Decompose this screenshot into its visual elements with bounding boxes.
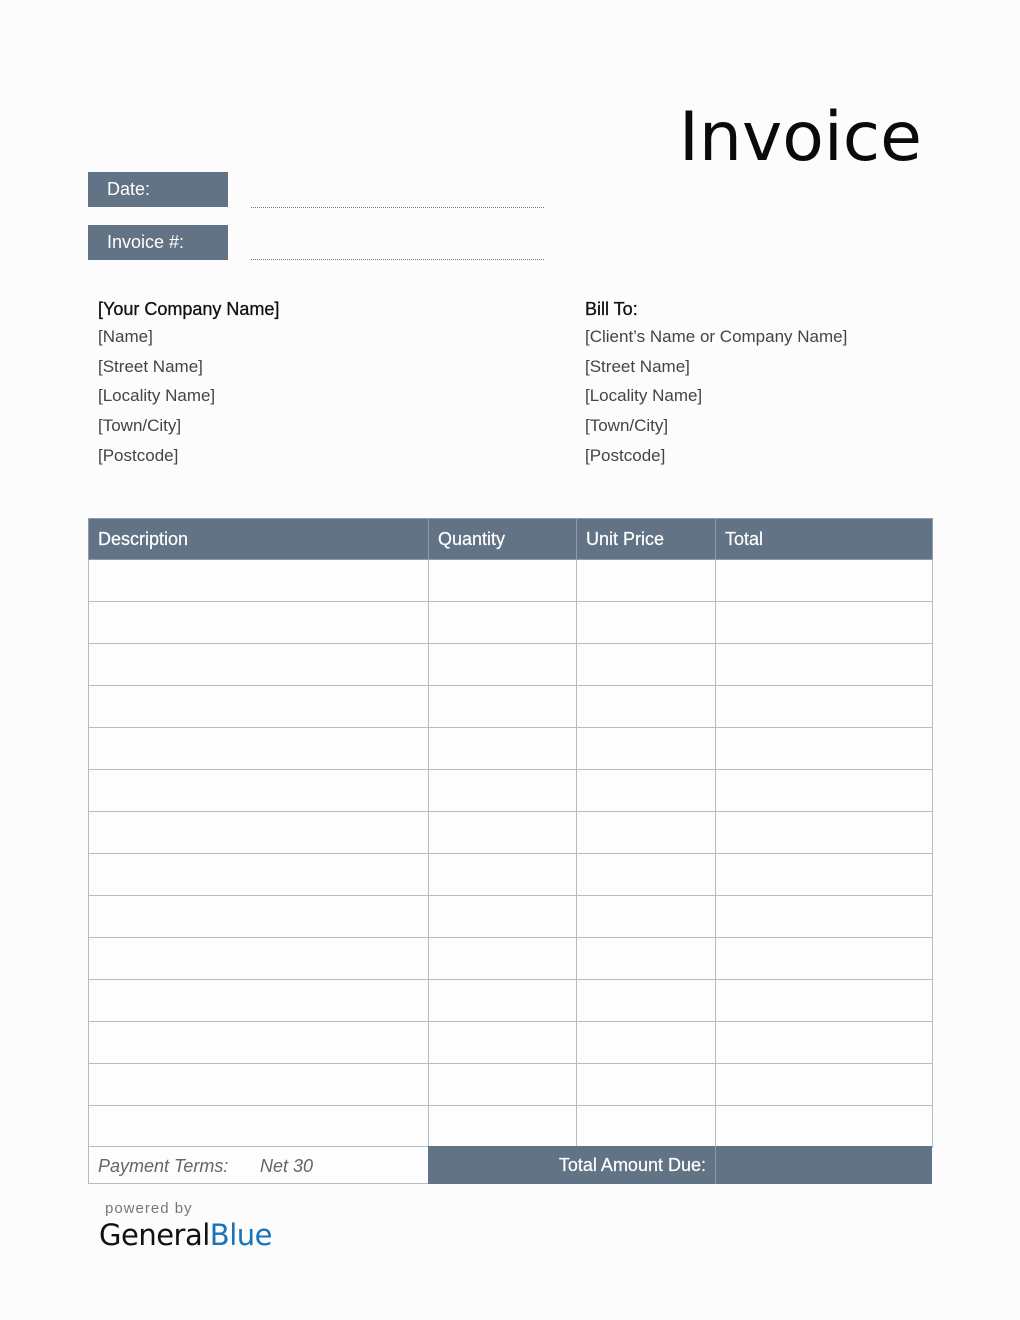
- column-header-unit-price: Unit Price: [577, 519, 716, 560]
- cell-total[interactable]: [716, 770, 933, 812]
- cell-quantity[interactable]: [429, 686, 577, 728]
- cell-description[interactable]: [89, 770, 429, 812]
- cell-quantity[interactable]: [429, 644, 577, 686]
- cell-quantity[interactable]: [429, 1064, 577, 1106]
- table-header-row: [89, 519, 933, 560]
- payment-terms-value[interactable]: Net 30: [250, 1146, 429, 1184]
- from-locality[interactable]: [Locality Name]: [98, 386, 216, 406]
- cell-quantity[interactable]: [429, 1106, 577, 1148]
- cell-unit-price[interactable]: [577, 938, 716, 980]
- cell-quantity[interactable]: [429, 854, 577, 896]
- client-postcode[interactable]: [Postcode]: [585, 445, 666, 465]
- cell-total[interactable]: [716, 728, 933, 770]
- cell-total[interactable]: [716, 854, 933, 896]
- table-row: [89, 770, 933, 812]
- bill-to-block: [585, 296, 847, 471]
- invoice-number-field[interactable]: [251, 259, 544, 260]
- company-name[interactable]: [Your Company Name]: [98, 299, 280, 319]
- table-row: [89, 1022, 933, 1064]
- cell-total[interactable]: [716, 1022, 933, 1064]
- cell-description[interactable]: [89, 938, 429, 980]
- table-row: [89, 854, 933, 896]
- column-header-description: Description: [89, 519, 429, 560]
- cell-unit-price[interactable]: [577, 728, 716, 770]
- cell-unit-price[interactable]: [577, 896, 716, 938]
- generalblue-logo[interactable]: [99, 1218, 272, 1252]
- cell-quantity[interactable]: [429, 812, 577, 854]
- table-row: [89, 644, 933, 686]
- cell-total[interactable]: [716, 980, 933, 1022]
- cell-quantity[interactable]: [429, 938, 577, 980]
- table-row: [89, 938, 933, 980]
- cell-quantity[interactable]: [429, 896, 577, 938]
- date-label: Date:: [88, 172, 228, 207]
- brand-blue: Blue: [209, 1218, 272, 1252]
- from-address-block: [98, 296, 279, 471]
- table-row: [89, 728, 933, 770]
- cell-description[interactable]: [89, 1064, 429, 1106]
- total-amount-due-label: Total Amount Due:: [428, 1146, 716, 1184]
- table-row: [89, 896, 933, 938]
- from-postcode[interactable]: [Postcode]: [98, 445, 179, 465]
- totals-row: [88, 1146, 932, 1184]
- cell-description[interactable]: [89, 686, 429, 728]
- table-row: [89, 1064, 933, 1106]
- client-town[interactable]: [Town/City]: [585, 416, 669, 436]
- invoice-title: Invoice: [678, 98, 922, 177]
- cell-quantity[interactable]: [429, 602, 577, 644]
- invoice-number-label: Invoice #:: [88, 225, 228, 260]
- cell-total[interactable]: [716, 1064, 933, 1106]
- line-items-table: [88, 518, 933, 1148]
- from-name[interactable]: [Name]: [98, 327, 153, 346]
- cell-description[interactable]: [89, 854, 429, 896]
- cell-description[interactable]: [89, 980, 429, 1022]
- cell-unit-price[interactable]: [577, 1064, 716, 1106]
- table-row: [89, 686, 933, 728]
- cell-description[interactable]: [89, 1022, 429, 1064]
- cell-unit-price[interactable]: [577, 1106, 716, 1148]
- cell-unit-price[interactable]: [577, 980, 716, 1022]
- cell-total[interactable]: [716, 896, 933, 938]
- line-items-body: [89, 560, 933, 1148]
- cell-quantity[interactable]: [429, 770, 577, 812]
- cell-description[interactable]: [89, 560, 429, 602]
- cell-total[interactable]: [716, 560, 933, 602]
- column-header-total: Total: [716, 519, 933, 560]
- client-locality[interactable]: [Locality Name]: [585, 386, 703, 406]
- cell-description[interactable]: [89, 728, 429, 770]
- cell-quantity[interactable]: [429, 728, 577, 770]
- cell-unit-price[interactable]: [577, 770, 716, 812]
- table-row: [89, 812, 933, 854]
- column-header-quantity: Quantity: [429, 519, 577, 560]
- from-street[interactable]: [Street Name]: [98, 356, 203, 376]
- cell-quantity[interactable]: [429, 560, 577, 602]
- table-row: [89, 602, 933, 644]
- powered-by-text: powered by: [105, 1200, 193, 1217]
- cell-unit-price[interactable]: [577, 854, 716, 896]
- date-field[interactable]: [251, 207, 544, 208]
- client-name[interactable]: [Client’s Name or Company Name]: [585, 327, 848, 346]
- cell-total[interactable]: [716, 686, 933, 728]
- cell-unit-price[interactable]: [577, 602, 716, 644]
- cell-total[interactable]: [716, 644, 933, 686]
- cell-description[interactable]: [89, 644, 429, 686]
- cell-unit-price[interactable]: [577, 686, 716, 728]
- cell-quantity[interactable]: [429, 1022, 577, 1064]
- cell-unit-price[interactable]: [577, 560, 716, 602]
- cell-description[interactable]: [89, 896, 429, 938]
- cell-quantity[interactable]: [429, 980, 577, 1022]
- cell-description[interactable]: [89, 602, 429, 644]
- table-row: [89, 1106, 933, 1148]
- cell-description[interactable]: [89, 1106, 429, 1148]
- cell-total[interactable]: [716, 812, 933, 854]
- bill-to-heading: Bill To:: [585, 299, 638, 319]
- from-town[interactable]: [Town/City]: [98, 416, 182, 436]
- cell-total[interactable]: [716, 938, 933, 980]
- cell-unit-price[interactable]: [577, 1022, 716, 1064]
- table-row: [89, 560, 933, 602]
- cell-total[interactable]: [716, 1106, 933, 1148]
- payment-terms-label: Payment Terms:: [88, 1146, 251, 1184]
- client-street[interactable]: [Street Name]: [585, 356, 690, 376]
- cell-unit-price[interactable]: [577, 812, 716, 854]
- table-row: [89, 980, 933, 1022]
- cell-unit-price[interactable]: [577, 644, 716, 686]
- brand-general: General: [99, 1218, 210, 1252]
- cell-description[interactable]: [89, 812, 429, 854]
- cell-total[interactable]: [716, 602, 933, 644]
- total-amount-due-value[interactable]: [715, 1146, 932, 1184]
